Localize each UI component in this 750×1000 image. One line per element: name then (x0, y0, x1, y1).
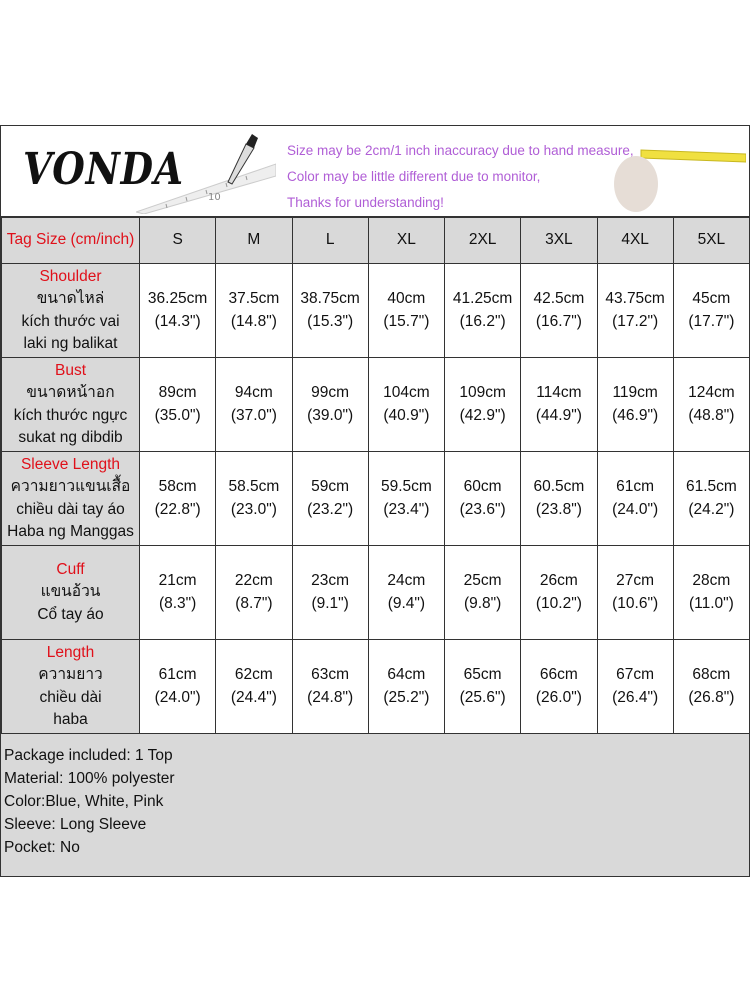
measurement-cell (368, 640, 444, 734)
measurement-cell (597, 264, 673, 358)
disclaimer-notes (287, 138, 634, 216)
inch-value: (10.6") (612, 594, 659, 612)
inch-value: (23.0") (230, 500, 277, 518)
cm-value: 59.5cm (380, 478, 432, 495)
inch-value: (9.8") (463, 594, 502, 612)
measurement-cell (292, 640, 368, 734)
measurement-cell (140, 640, 216, 734)
measurement-cell (521, 546, 597, 640)
header-row (2, 218, 750, 264)
measurement-row (2, 546, 750, 640)
inch-value: (10.2") (535, 594, 582, 612)
cm-value: 65cm (463, 666, 502, 683)
size-table (1, 217, 750, 734)
measurement-cell (216, 546, 292, 640)
cm-value: 24cm (387, 572, 426, 589)
measurement-cell (597, 452, 673, 546)
measurement-label (2, 264, 140, 358)
info-line: Color:Blue, White, Pink (4, 793, 164, 810)
inch-value: (35.0") (154, 406, 201, 424)
cm-value: 45cm (692, 290, 731, 307)
cm-value: 62cm (234, 666, 273, 683)
measurement-cell (597, 546, 673, 640)
cm-value: 109cm (459, 384, 506, 401)
inch-value: (24.8") (307, 688, 354, 706)
inch-value: (24.0") (612, 500, 659, 518)
info-line: Material: 100% polyester (4, 770, 175, 787)
inch-value: (24.4") (230, 688, 277, 706)
inch-value: (11.0") (688, 594, 734, 612)
info-line: Pocket: No (4, 839, 80, 856)
cm-value: 42.5cm (533, 290, 585, 307)
measurement-title: Bust (54, 361, 86, 379)
inch-value: (37.0") (230, 406, 277, 424)
inch-value: (15.7") (383, 312, 430, 330)
size-header: 3XL (521, 218, 597, 264)
measurement-translation: kích thước vai (21, 312, 120, 330)
measurement-cell (292, 264, 368, 358)
measurement-translation: ความยาวแขนเสื้อ (10, 478, 131, 495)
size-header: 4XL (597, 218, 673, 264)
inch-value: (15.3") (307, 312, 354, 330)
cm-value: 26cm (539, 572, 578, 589)
cm-value: 43.75cm (605, 290, 665, 307)
inch-value: (8.3") (158, 594, 197, 612)
measurement-cell (216, 358, 292, 452)
measurement-translation: chiều dài tay áo (16, 500, 125, 518)
inch-value: (48.8") (688, 406, 735, 424)
cm-value: 40cm (387, 290, 426, 307)
cm-value: 21cm (158, 572, 197, 589)
inch-value: (26.8") (688, 688, 735, 706)
cm-value: 36.25cm (147, 290, 208, 307)
cm-value: 23cm (311, 572, 350, 589)
measurement-row (2, 452, 750, 546)
inch-value: (23.4") (383, 500, 430, 518)
inch-value: (9.1") (311, 594, 349, 612)
measurement-cell (521, 358, 597, 452)
cm-value: 99cm (311, 384, 350, 401)
cm-value: 41.25cm (452, 290, 513, 307)
cm-value: 61cm (158, 666, 197, 683)
brand-logo: VONDA (23, 144, 184, 195)
cm-value: 94cm (234, 384, 273, 401)
cm-value: 58cm (158, 478, 197, 495)
banner (1, 126, 749, 217)
measurement-cell (445, 640, 521, 734)
inch-value: (25.2") (383, 688, 430, 706)
measurement-translation: ขนาดหน้าอก (26, 384, 115, 401)
measurement-label (2, 546, 140, 640)
inch-value: (16.7") (535, 312, 582, 330)
measurement-row (2, 358, 750, 452)
measurement-cell (445, 546, 521, 640)
measurement-cell (673, 358, 749, 452)
measurement-cell (521, 264, 597, 358)
size-header: S (140, 218, 216, 264)
cm-value: 38.75cm (300, 290, 360, 307)
inch-value: (44.9") (535, 406, 582, 424)
product-info (1, 733, 749, 876)
inch-value: (14.3") (154, 312, 201, 330)
note-line: Thanks for understanding! (287, 195, 444, 210)
measurement-cell (521, 640, 597, 734)
cm-value: 89cm (158, 384, 197, 401)
measurement-cell (140, 358, 216, 452)
measurement-cell (673, 452, 749, 546)
measurement-translation: laki ng balikat (23, 335, 118, 352)
inch-value: (23.8") (535, 500, 582, 518)
measurement-cell (368, 546, 444, 640)
cm-value: 119cm (612, 384, 658, 401)
inch-value: (8.7") (235, 594, 273, 612)
cm-value: 114cm (536, 384, 582, 401)
measurement-translation: chiều dài (39, 688, 102, 706)
cm-value: 66cm (539, 666, 578, 683)
measurement-cell (216, 452, 292, 546)
note-line: Color may be little different due to monitor, (287, 169, 541, 184)
size-header: 2XL (445, 218, 521, 264)
measurement-translation: sukat ng dibdib (18, 429, 123, 446)
measurement-translation: ความยาว (38, 666, 103, 683)
measurement-cell (445, 264, 521, 358)
measurement-cell (216, 264, 292, 358)
measurement-row (2, 640, 750, 734)
measurement-label (2, 640, 140, 734)
cm-value: 60cm (463, 478, 502, 495)
cm-value: 63cm (311, 666, 350, 683)
size-header: M (216, 218, 292, 264)
measurement-title: Cuff (56, 560, 85, 578)
cm-value: 25cm (463, 572, 502, 589)
measurement-cell (673, 546, 749, 640)
measurement-cell (368, 264, 444, 358)
measurement-cell (292, 358, 368, 452)
inch-value: (24.0") (154, 688, 201, 706)
cm-value: 27cm (616, 572, 655, 589)
measurement-translation: Cổ tay áo (37, 605, 104, 623)
inch-value: (16.2") (459, 312, 506, 330)
cm-value: 60.5cm (533, 478, 585, 495)
measurement-cell (445, 358, 521, 452)
inch-value: (26.4") (612, 688, 659, 706)
pencil-ruler-icon (136, 134, 276, 214)
inch-value: (14.8") (230, 312, 277, 330)
measurement-cell (140, 546, 216, 640)
size-header: L (292, 218, 368, 264)
measurement-cell (140, 452, 216, 546)
cm-value: 22cm (234, 572, 273, 589)
measurement-cell (140, 264, 216, 358)
tag-size-header: Tag Size (cm/inch) (2, 218, 140, 264)
measurement-title: Sleeve Length (20, 455, 121, 473)
size-chart (0, 125, 750, 877)
info-line: Package included: 1 Top (4, 747, 173, 764)
measurement-title: Length (46, 643, 95, 661)
measurement-cell (216, 640, 292, 734)
measuring-tape-icon (601, 134, 746, 214)
measurement-cell (445, 452, 521, 546)
measurement-translation: ขนาดไหล่ (36, 290, 105, 307)
cm-value: 124cm (688, 384, 735, 401)
measurement-cell (292, 546, 368, 640)
measurement-cell (292, 452, 368, 546)
measurement-cell (673, 264, 749, 358)
inch-value: (24.2") (688, 500, 735, 518)
inch-value: (26.0") (535, 688, 582, 706)
measurement-cell (673, 640, 749, 734)
size-header: 5XL (673, 218, 749, 264)
cm-value: 68cm (692, 666, 731, 683)
inch-value: (42.9") (459, 406, 506, 424)
measurement-cell (368, 452, 444, 546)
inch-value: (39.0") (307, 406, 354, 424)
inch-value: (40.9") (383, 406, 430, 424)
note-line: Size may be 2cm/1 inch inaccuracy due to hand measure, (287, 143, 634, 158)
cm-value: 67cm (616, 666, 655, 683)
inch-value: (25.6") (459, 688, 506, 706)
inch-value: (23.2") (307, 500, 354, 518)
measurement-label (2, 358, 140, 452)
measurement-row (2, 264, 750, 358)
cm-value: 64cm (387, 666, 426, 683)
svg-text:10: 10 (208, 192, 221, 203)
inch-value: (9.4") (387, 594, 426, 612)
inch-value: (22.8") (154, 500, 201, 518)
info-line: Sleeve: Long Sleeve (4, 816, 147, 833)
measurement-translation: kích thước ngực (13, 406, 128, 424)
inch-value: (23.6") (459, 500, 506, 518)
measurement-cell (597, 358, 673, 452)
measurement-cell (368, 358, 444, 452)
measurement-translation: haba (53, 711, 88, 728)
size-header: XL (368, 218, 444, 264)
measurement-cell (597, 640, 673, 734)
measurement-translation: แขนอ้วน (40, 583, 101, 601)
measurement-label (2, 452, 140, 546)
cm-value: 59cm (311, 478, 350, 495)
cm-value: 61.5cm (685, 478, 737, 495)
measurement-translation: Haba ng Manggas (7, 523, 134, 540)
cm-value: 37.5cm (228, 290, 280, 307)
cm-value: 104cm (383, 384, 430, 401)
inch-value: (46.9") (612, 406, 659, 424)
cm-value: 58.5cm (228, 478, 280, 495)
cm-value: 28cm (692, 572, 731, 589)
inch-value: (17.7") (688, 312, 735, 330)
measurement-cell (521, 452, 597, 546)
cm-value: 61cm (616, 478, 655, 495)
measurement-title: Shoulder (39, 267, 102, 285)
inch-value: (17.2") (612, 312, 659, 330)
